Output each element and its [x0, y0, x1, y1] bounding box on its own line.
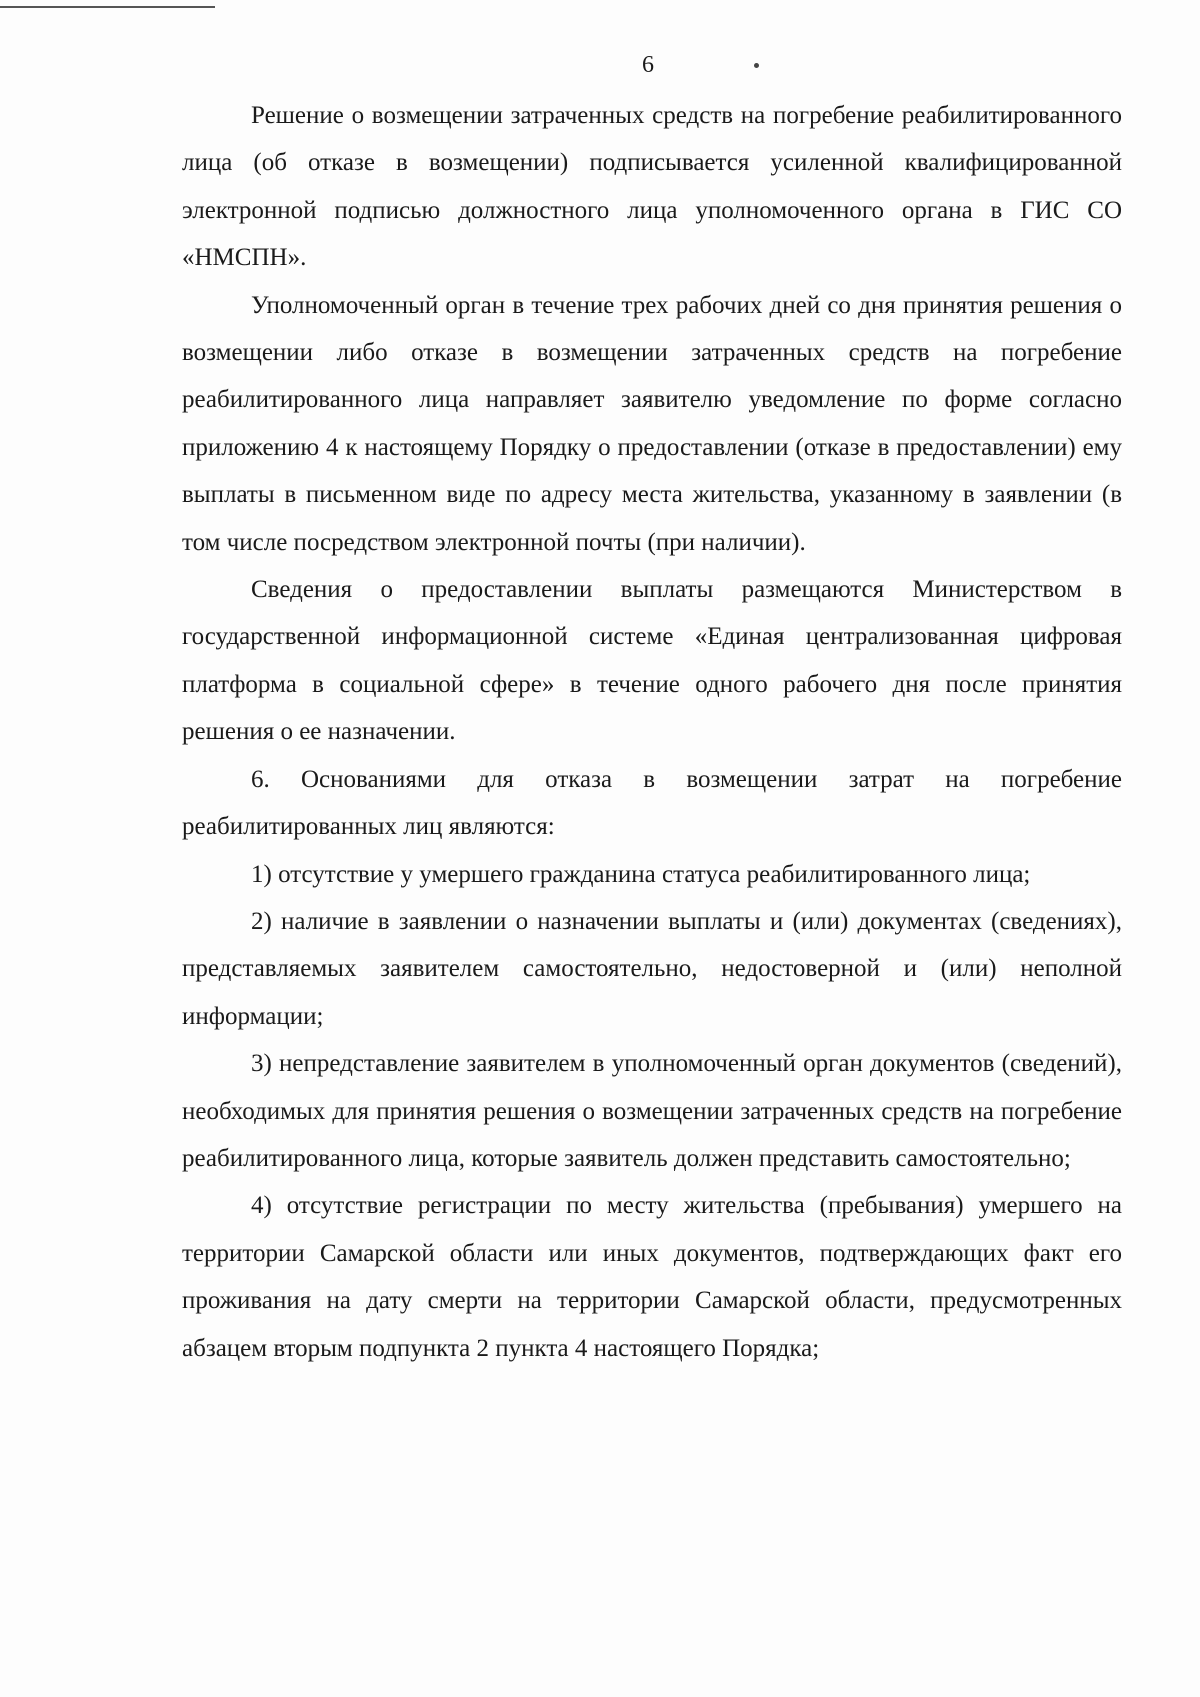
list-item-1: 1) отсутствие у умершего гражданина статуса реабилитированного лица;: [251, 860, 1031, 888]
list-item-4: 4) отсутствие регистрации по месту жительства (пребывания) умершего на территории Самарской области или иных документов, подтверждающих факт его проживания на дату смерти на территории Самарской области, предусмотренных абзацем вторым подпункта 2 пункта 4 настоящего Порядка;: [182, 1192, 1122, 1362]
paragraph-information-placement: Сведения о предоставлении выплаты размещаются Министерством в государственной информационной системе «Единая централизованная цифровая платформа в социальной сфере» в течение одного рабочего дня после принятия решения о ее назначении.: [182, 576, 1122, 746]
paragraph-notification: Уполномоченный орган в течение трех рабочих дней со дня принятия решения о возмещении либо отказе в возмещении затраченных средств на погребение реабилитированного лица направляет заявителю уведомление по форме согласно приложению 4 к настоящему Порядку о предоставлении (отказе в предоставлении) ему выплаты в письменном виде по адресу места жительства, указанному в заявлении (в том числе посредством электронной почты (при наличии).: [182, 291, 1122, 556]
document-body: [182, 92, 1122, 1372]
list-item-2: 2) наличие в заявлении о назначении выплаты и (или) документах (сведениях), представляемых заявителем самостоятельно, недостоверной и (или) неполной информации;: [182, 907, 1122, 1030]
paragraph-refusal-grounds: 6. Основаниями для отказа в возмещении затрат на погребение реабилитированных лиц являются:: [182, 765, 1122, 841]
top-rule-line: [0, 6, 215, 8]
paragraph-decision-signature: Решение о возмещении затраченных средств на погребение реабилитированного лица (об отказе в возмещении) подписывается усиленной квалифицированной электронной подписью должностного лица уполномоченного органа в ГИС СО «НМСПН».: [182, 102, 1122, 272]
page-number: 6: [642, 52, 654, 78]
scan-speck: [754, 63, 759, 68]
list-item-3: 3) непредставление заявителем в уполномоченный орган документов (сведений), необходимых для принятия решения о возмещении затраченных средств на погребение реабилитированного лица, которые заявитель должен представить самостоятельно;: [182, 1050, 1122, 1172]
